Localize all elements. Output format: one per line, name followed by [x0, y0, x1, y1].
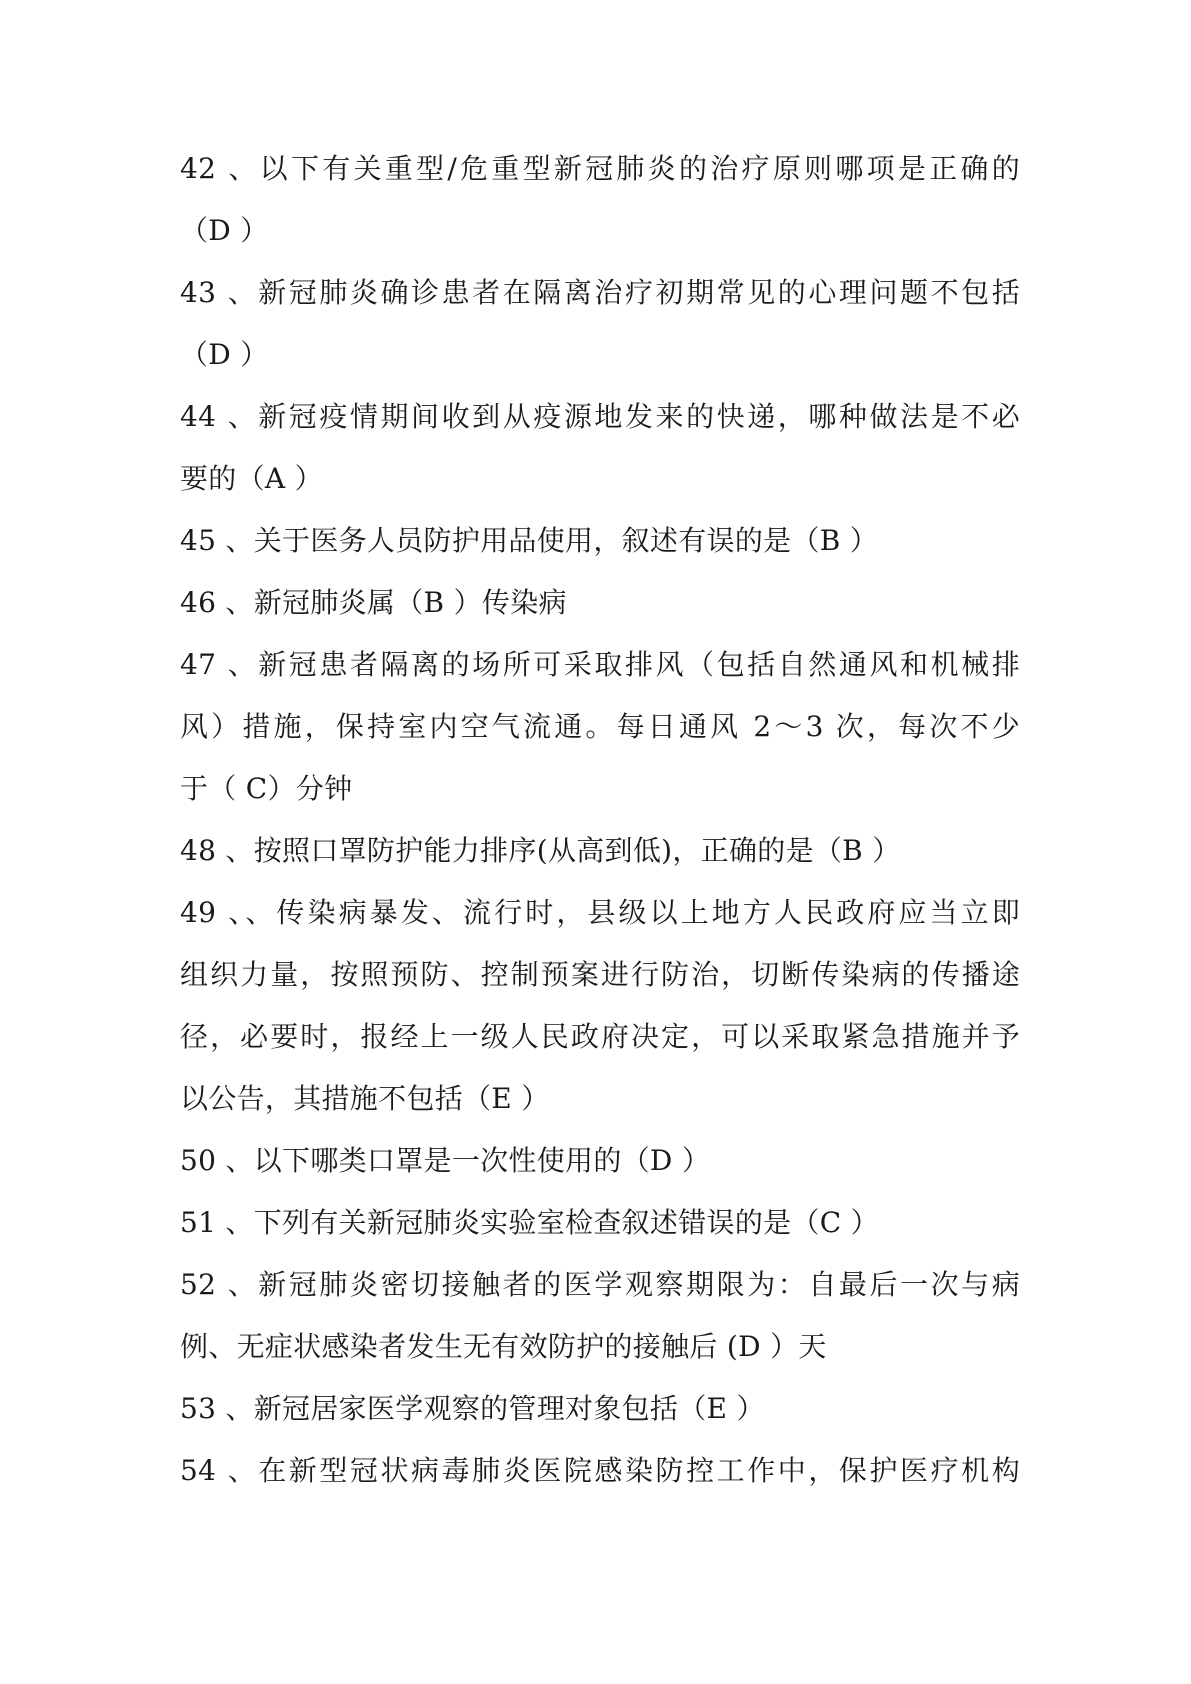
question-44-line-1: 44 、新冠疫情期间收到从疫源地发来的快递，哪种做法是不必: [180, 400, 1020, 433]
question-45-line-1: 45 、关于医务人员防护用品使用，叙述有误的是（B ）: [180, 524, 879, 557]
question-49-line-4: 以公告，其措施不包括（E ）: [180, 1082, 550, 1115]
question-53-line-1: 53 、新冠居家医学观察的管理对象包括（E ）: [180, 1392, 765, 1425]
question-47-line-3: 于（ C）分钟: [180, 772, 353, 805]
question-52-line-1: 52 、新冠肺炎密切接触者的医学观察期限为：自最后一次与病: [180, 1268, 1020, 1301]
question-54-line-1: 54 、在新型冠状病毒肺炎医院感染防控工作中，保护医疗机构: [180, 1454, 1020, 1487]
question-49-line-3: 径，必要时，报经上一级人民政府决定，可以采取紧急措施并予: [180, 1020, 1020, 1053]
question-43-line-1: 43 、新冠肺炎确诊患者在隔离治疗初期常见的心理问题不包括: [180, 276, 1020, 309]
question-49-line-1: 49 、、传染病暴发、流行时，县级以上地方人民政府应当立即: [180, 896, 1020, 929]
question-47-line-2: 风）措施，保持室内空气流通。每日通风 2～3 次，每次不少: [180, 710, 1020, 743]
question-46-line-1: 46 、新冠肺炎属（B ）传染病: [180, 586, 567, 619]
question-50-line-1: 50 、以下哪类口罩是一次性使用的（D ）: [180, 1144, 711, 1177]
question-52-line-2: 例、无症状感染者发生无有效防护的接触后 (D ）天: [180, 1330, 827, 1363]
question-48-line-1: 48 、按照口罩防护能力排序(从高到低)，正确的是（B ）: [180, 834, 901, 867]
question-47-line-1: 47 、新冠患者隔离的场所可采取排风（包括自然通风和机械排: [180, 648, 1020, 681]
question-42-answer: （D ）: [180, 214, 269, 247]
question-51-line-1: 51 、下列有关新冠肺炎实验室检查叙述错误的是（C ）: [180, 1206, 879, 1239]
question-42-line-1: 42 、以下有关重型/危重型新冠肺炎的治疗原则哪项是正确的: [180, 152, 1020, 185]
question-43-answer: （D ）: [180, 338, 269, 371]
question-44-line-2: 要的（A ）: [180, 462, 323, 495]
question-list: [180, 138, 1020, 1502]
question-49-line-2: 组织力量，按照预防、控制预案进行防治，切断传染病的传播途: [180, 958, 1020, 991]
